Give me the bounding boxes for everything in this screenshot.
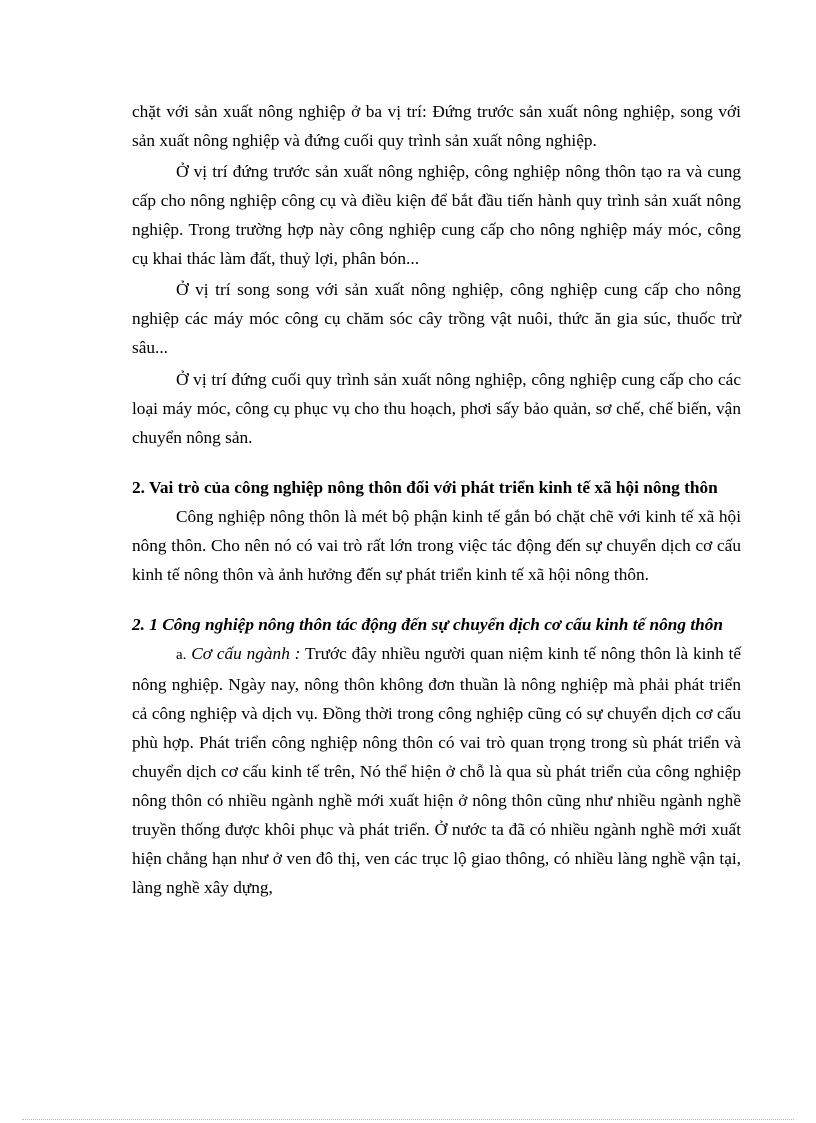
list-marker: a. [176, 647, 187, 663]
paragraph-section-2-1 [132, 639, 741, 902]
paragraph-continuation: chặt với sản xuất nông nghiệp ở ba vị trí: Đứng trước sản xuất nông nghiệp, song với sản xuất nông nghiệp và đứng cuối quy trình sản xuất nông nghiệp. [132, 102, 741, 150]
paragraph-position-parallel: Ở vị trí song song với sản xuất nông nghiệp, công nghiệp cung cấp cho nông nghiệp các máy móc công cụ chăm sóc cây trồng vật nuôi, thức ăn gia súc, thuốc trừ sâu... [132, 280, 741, 357]
paragraph-section-2: Công nghiệp nông thôn là mét bộ phận kinh tế gắn bó chặt chẽ với kinh tế xã hội nông thôn. Cho nên nó có vai trò rất lớn trong việc tác động đến sự chuyển dịch cơ cấu kinh tế nông thôn và ảnh hưởng đến sự phát triển kinh tế xã hội nông thôn. [132, 507, 741, 584]
industry-structure-label: Cơ cấu ngành : [191, 644, 301, 663]
page-body [132, 97, 741, 902]
page-bottom-divider [22, 1119, 794, 1120]
industry-structure-text: Trước đây nhiều người quan niệm kinh tế nông thôn là kinh tế nông nghiệp. Ngày nay, nông thôn không đơn thuần là nông nghiệp mà phải phát triển cả công nghiệp và dịch vụ. Đồng thời trong công nghiệp cũng có sự chuyển dịch cơ cấu phù hợp. Phát triển công nghiệp nông thôn có vai trò quan trọng trong sù phát triển và chuyển dịch cơ cấu kinh tế trên, Nó thể hiện ở chỗ là qua sù phát triển của công nghiệp nông thôn có nhiều ngành nghề mới xuất hiện ở nông thôn cũng như nhiều ngành nghề truyền thống được khôi phục và phát triển. Ở nước ta đã có nhiều ngành nghề mới xuất hiện chẳng hạn như ở ven đô thị, ven các trục lộ giao thông, có nhiều làng nghề vận tại, làng nghề xây dựng, [132, 644, 742, 897]
paragraph-position-after: Ở vị trí đứng cuối quy trình sản xuất nông nghiệp, công nghiệp cung cấp cho các loại máy móc, công cụ phục vụ cho thu hoạch, phơi sấy bảo quản, sơ chế, chế biến, vận chuyển nông sản. [132, 370, 741, 447]
section-heading-2: 2. Vai trò của công nghiệp nông thôn đối với phát triển kinh tế xã hội nông thôn [132, 478, 718, 497]
section-heading-2-1: 2. 1 Công nghiệp nông thôn tác động đến sự chuyển dịch cơ cấu kinh tế nông thôn [132, 615, 723, 634]
paragraph-position-before: Ở vị trí đứng trước sản xuất nông nghiệp, công nghiệp nông thôn tạo ra và cung cấp cho nông nghiệp công cụ và điều kiện để bắt đầu tiến hành quy trình sản xuất nông nghiệp. Trong trường hợp này công nghiệp cung cấp cho nông nghiệp máy móc, công cụ khai thác làm đất, thuỷ lợi, phân bón... [132, 162, 741, 268]
